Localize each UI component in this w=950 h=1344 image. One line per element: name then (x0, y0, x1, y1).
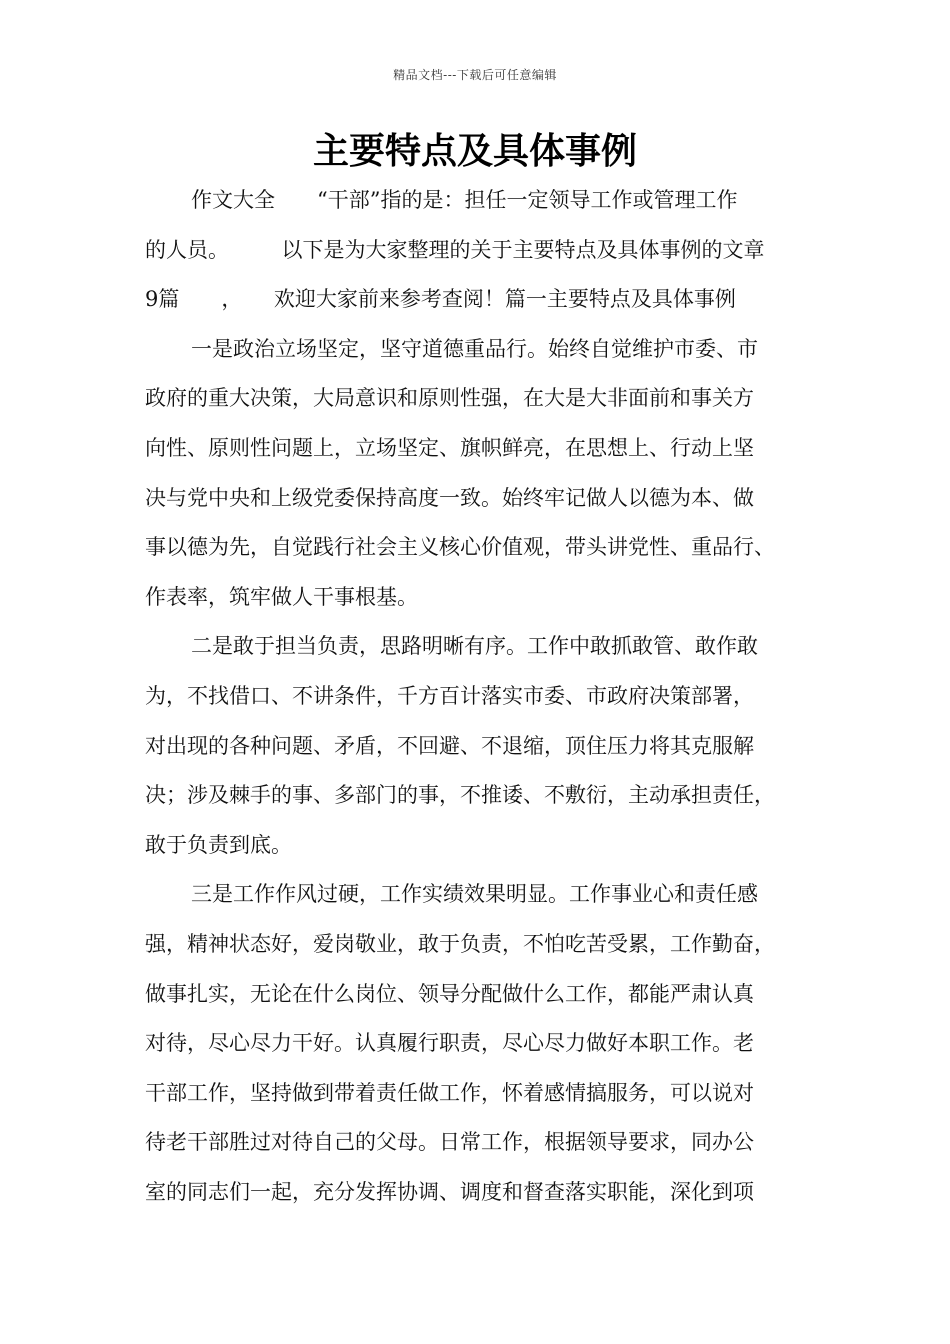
text-line: 作表率，筑牢做人干事根基。 (145, 584, 418, 609)
text-line: 作文大全 “干部”指的是：担任一定领导工作或管理工作 (191, 188, 738, 212)
header-note: 精品文档---下载后可任意编辑 (393, 68, 557, 82)
page-title: 主要特点及具体事例 (312, 131, 637, 172)
text-line: 向性、原则性问题上，立场坚定、旗帜鲜亮，在思想上、行动上坚 (145, 435, 754, 460)
text-line: 待老干部胜过对待自己的父母。日常工作，根据领导要求，同办公 (145, 1130, 754, 1155)
text-line: 干部工作，坚持做到带着责任做工作，怀着感情搞服务，可以说对 (145, 1080, 754, 1105)
text-line: 一是政治立场坚定，坚守道德重品行。始终自觉维护市委、市 (191, 336, 758, 361)
text-line: 9篇 ， 欢迎大家前来参考查阅！篇一主要特点及具体事例 (145, 287, 736, 312)
text-line: 强，精神状态好，爱岗敬业，敢于负责，不怕吃苦受累，工作勤奋， (145, 931, 775, 956)
text-line: 的人员。 以下是为大家整理的关于主要特点及具体事例的文章 (145, 237, 765, 262)
text-line: 决；涉及棘手的事、多部门的事，不推诿、不敷衍，主动承担责任， (145, 783, 775, 808)
text-line: 对待，尽心尽力干好。认真履行职责，尽心尽力做好本职工作。老 (145, 1031, 754, 1056)
text-line: 三是工作作风过硬，工作实绩效果明显。工作事业心和责任感 (191, 882, 758, 907)
text-line: 决与党中央和上级党委保持高度一致。始终牢记做人以德为本、做 (145, 485, 754, 510)
text-line: 做事扎实，无论在什么岗位、领导分配做什么工作，都能严肃认真 (145, 981, 754, 1006)
text-line: 敢于负责到底。 (145, 832, 292, 857)
body-text (145, 176, 825, 1217)
text-line: 对出现的各种问题、矛盾，不回避、不退缩，顶住压力将其克服解 (145, 733, 754, 758)
text-line: 二是敢于担当负责，思路明晰有序。工作中敢抓敢管、敢作敢 (191, 634, 758, 659)
text-line: 政府的重大决策，大局意识和原则性强，在大是大非面前和事关方 (145, 386, 754, 411)
text-line: 为，不找借口、不讲条件，千方百计落实市委、市政府决策部署， (145, 683, 754, 708)
text-line: 室的同志们一起，充分发挥协调、调度和督查落实职能，深化到项 (145, 1179, 754, 1204)
text-line: 事以德为先，自觉践行社会主义核心价值观，带头讲党性、重品行、 (145, 535, 775, 560)
